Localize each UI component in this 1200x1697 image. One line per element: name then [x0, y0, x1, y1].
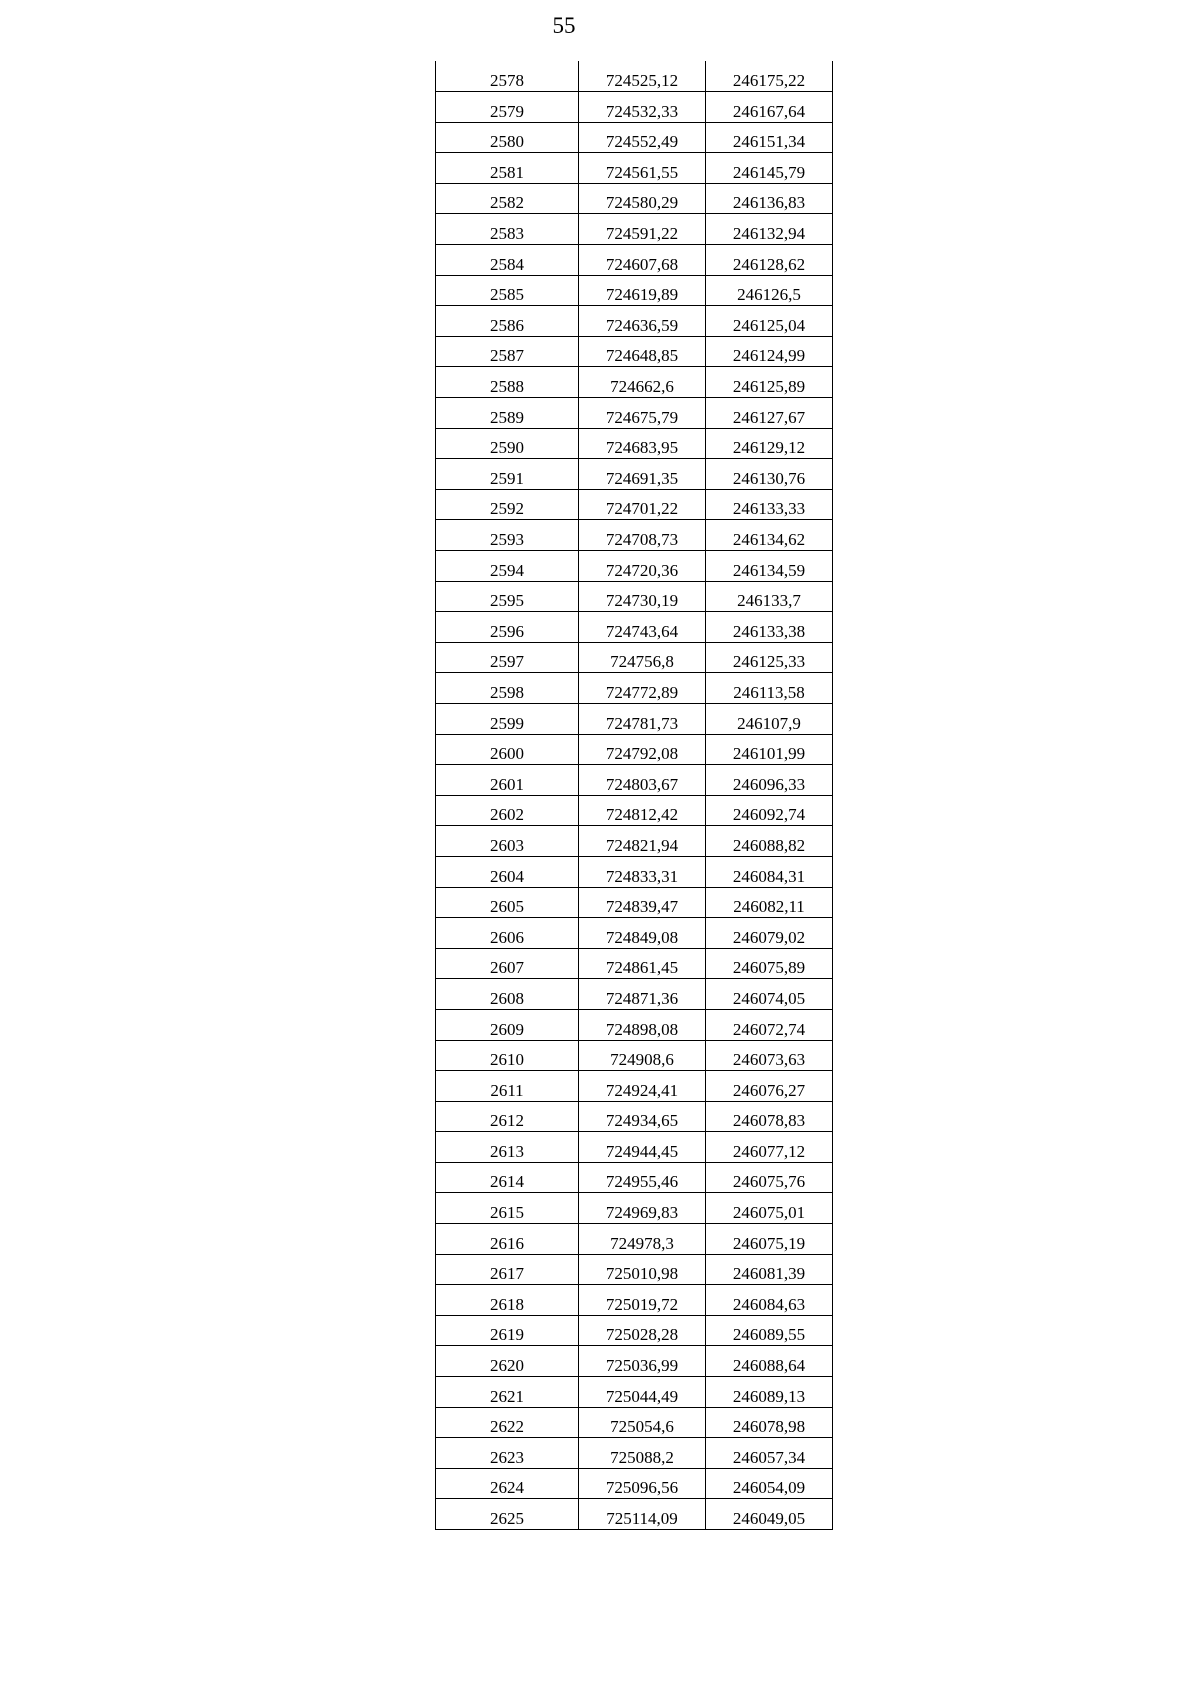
table-row: [436, 887, 833, 918]
y-coordinate-cell: 246125,89: [706, 367, 833, 398]
point-number-cell: 2590: [436, 428, 579, 459]
y-coordinate-cell: 246129,12: [706, 428, 833, 459]
table-row: [436, 734, 833, 765]
x-coordinate-cell: 724619,89: [579, 275, 706, 306]
table-row: [436, 1377, 833, 1408]
x-coordinate-cell: 725010,98: [579, 1254, 706, 1285]
point-number-cell: 2621: [436, 1377, 579, 1408]
point-number-cell: 2623: [436, 1438, 579, 1469]
coordinates-table-body: [436, 61, 833, 1530]
y-coordinate-cell: 246075,01: [706, 1193, 833, 1224]
point-number-cell: 2625: [436, 1499, 579, 1530]
y-coordinate-cell: 246133,38: [706, 612, 833, 643]
y-coordinate-cell: 246151,34: [706, 122, 833, 153]
x-coordinate-cell: 724978,3: [579, 1224, 706, 1255]
table-row: [436, 581, 833, 612]
point-number-cell: 2584: [436, 245, 579, 276]
table-row: [436, 306, 833, 337]
y-coordinate-cell: 246084,31: [706, 856, 833, 887]
x-coordinate-cell: 724871,36: [579, 979, 706, 1010]
x-coordinate-cell: 725088,2: [579, 1438, 706, 1469]
table-row: [436, 336, 833, 367]
x-coordinate-cell: 724756,8: [579, 642, 706, 673]
y-coordinate-cell: 246088,64: [706, 1346, 833, 1377]
y-coordinate-cell: 246077,12: [706, 1132, 833, 1163]
x-coordinate-cell: 725036,99: [579, 1346, 706, 1377]
table-row: [436, 1224, 833, 1255]
point-number-cell: 2596: [436, 612, 579, 643]
point-number-cell: 2589: [436, 398, 579, 429]
x-coordinate-cell: 724833,31: [579, 856, 706, 887]
point-number-cell: 2618: [436, 1285, 579, 1316]
table-row: [436, 1499, 833, 1530]
point-number-cell: 2622: [436, 1407, 579, 1438]
table-row: [436, 1468, 833, 1499]
y-coordinate-cell: 246092,74: [706, 795, 833, 826]
y-coordinate-cell: 246136,83: [706, 183, 833, 214]
point-number-cell: 2615: [436, 1193, 579, 1224]
x-coordinate-cell: 724792,08: [579, 734, 706, 765]
table-row: [436, 642, 833, 673]
table-row: [436, 1101, 833, 1132]
table-row: [436, 918, 833, 949]
table-row: [436, 673, 833, 704]
x-coordinate-cell: 724675,79: [579, 398, 706, 429]
point-number-cell: 2624: [436, 1468, 579, 1499]
table-row: [436, 214, 833, 245]
table-row: [436, 979, 833, 1010]
y-coordinate-cell: 246079,02: [706, 918, 833, 949]
table-row: [436, 489, 833, 520]
point-number-cell: 2606: [436, 918, 579, 949]
x-coordinate-cell: 724812,42: [579, 795, 706, 826]
x-coordinate-cell: 724944,45: [579, 1132, 706, 1163]
point-number-cell: 2605: [436, 887, 579, 918]
y-coordinate-cell: 246127,67: [706, 398, 833, 429]
y-coordinate-cell: 246076,27: [706, 1071, 833, 1102]
table-row: [436, 1315, 833, 1346]
point-number-cell: 2609: [436, 1009, 579, 1040]
y-coordinate-cell: 246096,33: [706, 765, 833, 796]
table-row: [436, 1407, 833, 1438]
y-coordinate-cell: 246075,19: [706, 1224, 833, 1255]
table-row: [436, 1162, 833, 1193]
x-coordinate-cell: 724839,47: [579, 887, 706, 918]
table-row: [436, 245, 833, 276]
y-coordinate-cell: 246089,55: [706, 1315, 833, 1346]
table-row: [436, 1071, 833, 1102]
table-row: [436, 703, 833, 734]
x-coordinate-cell: 724648,85: [579, 336, 706, 367]
y-coordinate-cell: 246113,58: [706, 673, 833, 704]
x-coordinate-cell: 724636,59: [579, 306, 706, 337]
point-number-cell: 2580: [436, 122, 579, 153]
table-row: [436, 765, 833, 796]
y-coordinate-cell: 246126,5: [706, 275, 833, 306]
y-coordinate-cell: 246128,62: [706, 245, 833, 276]
x-coordinate-cell: 724708,73: [579, 520, 706, 551]
y-coordinate-cell: 246125,04: [706, 306, 833, 337]
x-coordinate-cell: 724561,55: [579, 153, 706, 184]
table-row: [436, 1438, 833, 1469]
table-row: [436, 153, 833, 184]
y-coordinate-cell: 246101,99: [706, 734, 833, 765]
table-row: [436, 826, 833, 857]
x-coordinate-cell: 725096,56: [579, 1468, 706, 1499]
point-number-cell: 2591: [436, 459, 579, 490]
point-number-cell: 2585: [436, 275, 579, 306]
x-coordinate-cell: 724861,45: [579, 948, 706, 979]
y-coordinate-cell: 246073,63: [706, 1040, 833, 1071]
x-coordinate-cell: 725028,28: [579, 1315, 706, 1346]
table-row: [436, 948, 833, 979]
x-coordinate-cell: 724898,08: [579, 1009, 706, 1040]
y-coordinate-cell: 246125,33: [706, 642, 833, 673]
x-coordinate-cell: 724525,12: [579, 61, 706, 92]
table-row: [436, 856, 833, 887]
y-coordinate-cell: 246081,39: [706, 1254, 833, 1285]
table-row: [436, 122, 833, 153]
table-row: [436, 1285, 833, 1316]
x-coordinate-cell: 724908,6: [579, 1040, 706, 1071]
table-row: [436, 428, 833, 459]
point-number-cell: 2592: [436, 489, 579, 520]
point-number-cell: 2599: [436, 703, 579, 734]
x-coordinate-cell: 724955,46: [579, 1162, 706, 1193]
point-number-cell: 2602: [436, 795, 579, 826]
point-number-cell: 2601: [436, 765, 579, 796]
point-number-cell: 2594: [436, 551, 579, 582]
x-coordinate-cell: 724924,41: [579, 1071, 706, 1102]
table-row: [436, 275, 833, 306]
table-row: [436, 459, 833, 490]
table-row: [436, 183, 833, 214]
table-row: [436, 1346, 833, 1377]
y-coordinate-cell: 246088,82: [706, 826, 833, 857]
point-number-cell: 2583: [436, 214, 579, 245]
point-number-cell: 2613: [436, 1132, 579, 1163]
table-row: [436, 367, 833, 398]
table-row: [436, 1254, 833, 1285]
table-row: [436, 1040, 833, 1071]
x-coordinate-cell: 724607,68: [579, 245, 706, 276]
point-number-cell: 2595: [436, 581, 579, 612]
y-coordinate-cell: 246054,09: [706, 1468, 833, 1499]
point-number-cell: 2579: [436, 92, 579, 123]
point-number-cell: 2600: [436, 734, 579, 765]
x-coordinate-cell: 724552,49: [579, 122, 706, 153]
y-coordinate-cell: 246084,63: [706, 1285, 833, 1316]
y-coordinate-cell: 246124,99: [706, 336, 833, 367]
x-coordinate-cell: 724720,36: [579, 551, 706, 582]
table-row: [436, 1193, 833, 1224]
x-coordinate-cell: 725019,72: [579, 1285, 706, 1316]
point-number-cell: 2598: [436, 673, 579, 704]
y-coordinate-cell: 246130,76: [706, 459, 833, 490]
point-number-cell: 2612: [436, 1101, 579, 1132]
y-coordinate-cell: 246072,74: [706, 1009, 833, 1040]
point-number-cell: 2586: [436, 306, 579, 337]
x-coordinate-cell: 724730,19: [579, 581, 706, 612]
y-coordinate-cell: 246133,7: [706, 581, 833, 612]
table-row: [436, 398, 833, 429]
x-coordinate-cell: 725054,6: [579, 1407, 706, 1438]
point-number-cell: 2614: [436, 1162, 579, 1193]
point-number-cell: 2603: [436, 826, 579, 857]
x-coordinate-cell: 725044,49: [579, 1377, 706, 1408]
page-number: 55: [552, 13, 576, 38]
x-coordinate-cell: 724662,6: [579, 367, 706, 398]
y-coordinate-cell: 246075,76: [706, 1162, 833, 1193]
x-coordinate-cell: 724821,94: [579, 826, 706, 857]
y-coordinate-cell: 246057,34: [706, 1438, 833, 1469]
point-number-cell: 2617: [436, 1254, 579, 1285]
y-coordinate-cell: 246107,9: [706, 703, 833, 734]
y-coordinate-cell: 246134,59: [706, 551, 833, 582]
point-number-cell: 2607: [436, 948, 579, 979]
table-row: [436, 92, 833, 123]
x-coordinate-cell: 724532,33: [579, 92, 706, 123]
x-coordinate-cell: 724849,08: [579, 918, 706, 949]
table-row: [436, 551, 833, 582]
table-row: [436, 520, 833, 551]
x-coordinate-cell: 724772,89: [579, 673, 706, 704]
x-coordinate-cell: 724969,83: [579, 1193, 706, 1224]
y-coordinate-cell: 246049,05: [706, 1499, 833, 1530]
point-number-cell: 2593: [436, 520, 579, 551]
point-number-cell: 2581: [436, 153, 579, 184]
point-number-cell: 2588: [436, 367, 579, 398]
x-coordinate-cell: 724591,22: [579, 214, 706, 245]
y-coordinate-cell: 246074,05: [706, 979, 833, 1010]
point-number-cell: 2587: [436, 336, 579, 367]
point-number-cell: 2611: [436, 1071, 579, 1102]
point-number-cell: 2604: [436, 856, 579, 887]
y-coordinate-cell: 246133,33: [706, 489, 833, 520]
x-coordinate-cell: 724691,35: [579, 459, 706, 490]
point-number-cell: 2610: [436, 1040, 579, 1071]
y-coordinate-cell: 246175,22: [706, 61, 833, 92]
y-coordinate-cell: 246089,13: [706, 1377, 833, 1408]
x-coordinate-cell: 724580,29: [579, 183, 706, 214]
x-coordinate-cell: 724743,64: [579, 612, 706, 643]
x-coordinate-cell: 724934,65: [579, 1101, 706, 1132]
y-coordinate-cell: 246134,62: [706, 520, 833, 551]
y-coordinate-cell: 246132,94: [706, 214, 833, 245]
table-row: [436, 795, 833, 826]
point-number-cell: 2619: [436, 1315, 579, 1346]
coordinates-table: [435, 61, 833, 1530]
point-number-cell: 2578: [436, 61, 579, 92]
y-coordinate-cell: 246082,11: [706, 887, 833, 918]
y-coordinate-cell: 246078,98: [706, 1407, 833, 1438]
table-row: [436, 1132, 833, 1163]
x-coordinate-cell: 724803,67: [579, 765, 706, 796]
point-number-cell: 2597: [436, 642, 579, 673]
x-coordinate-cell: 725114,09: [579, 1499, 706, 1530]
y-coordinate-cell: 246078,83: [706, 1101, 833, 1132]
x-coordinate-cell: 724781,73: [579, 703, 706, 734]
x-coordinate-cell: 724683,95: [579, 428, 706, 459]
point-number-cell: 2620: [436, 1346, 579, 1377]
point-number-cell: 2608: [436, 979, 579, 1010]
table-row: [436, 61, 833, 92]
y-coordinate-cell: 246167,64: [706, 92, 833, 123]
table-row: [436, 1009, 833, 1040]
point-number-cell: 2616: [436, 1224, 579, 1255]
y-coordinate-cell: 246145,79: [706, 153, 833, 184]
x-coordinate-cell: 724701,22: [579, 489, 706, 520]
y-coordinate-cell: 246075,89: [706, 948, 833, 979]
point-number-cell: 2582: [436, 183, 579, 214]
table-row: [436, 612, 833, 643]
